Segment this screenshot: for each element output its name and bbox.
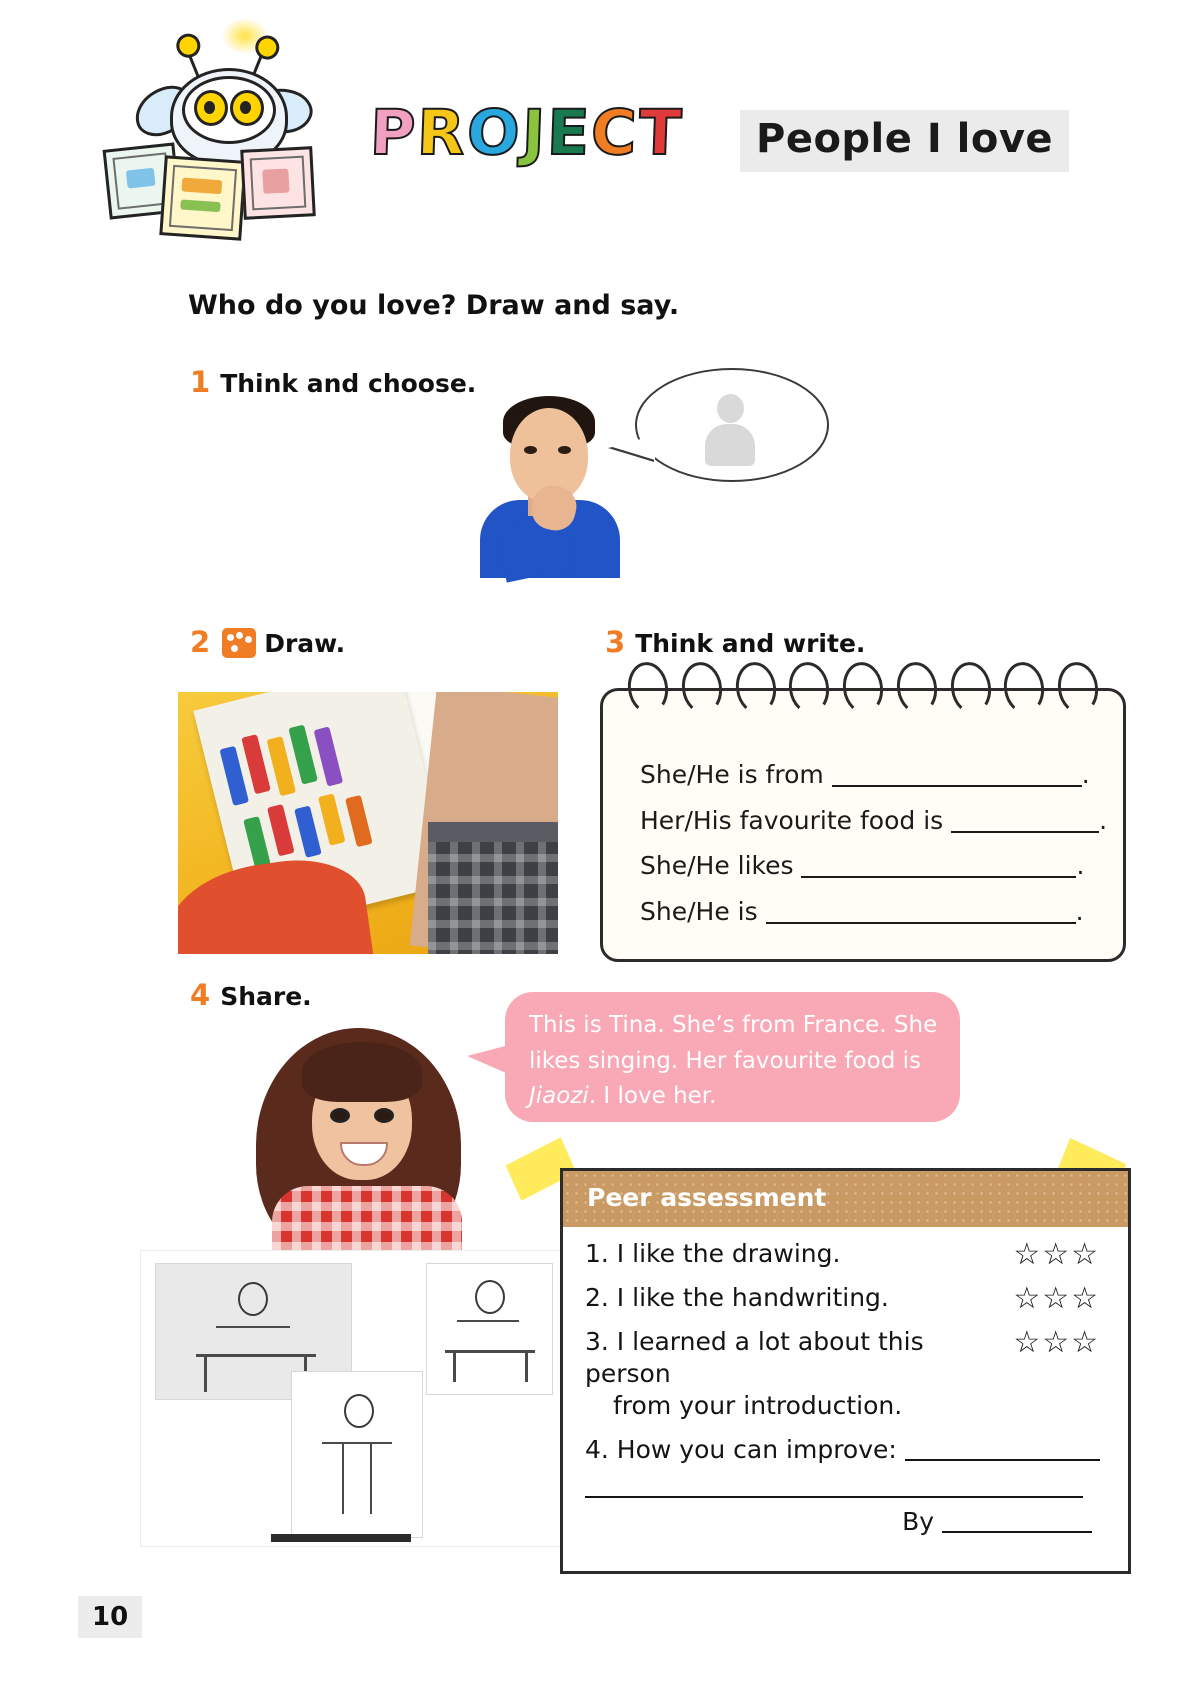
mascot-eye-left (194, 90, 228, 126)
boy-thinking-photo (470, 390, 630, 575)
thought-bubble (635, 368, 829, 482)
peer-improve-field-line2[interactable] (585, 1466, 1083, 1498)
mascot-eye-right (230, 90, 264, 126)
page-title (740, 110, 1069, 172)
child-drawing-photo (178, 692, 558, 954)
project-letter-4: E (545, 96, 593, 169)
peer-item-text: 2. I like the handwriting. (585, 1283, 889, 1312)
notepad-blank-field[interactable] (832, 763, 1082, 787)
lead-instruction: Who do you love? Draw and say. (188, 290, 680, 321)
notepad-line-suffix: . (1081, 760, 1090, 789)
alphabet-block-3 (240, 146, 316, 220)
star-rating[interactable]: ☆☆☆ (1013, 1325, 1100, 1360)
speech-bubble (505, 992, 960, 1122)
notepad-line-3[interactable] (640, 843, 1110, 889)
peer-by-field[interactable] (942, 1511, 1092, 1533)
person-silhouette-icon (703, 394, 757, 464)
step-4-heading (190, 978, 312, 1012)
notepad-line-4[interactable] (640, 889, 1110, 935)
project-letter-5: C (590, 96, 641, 169)
page-title-text: People I love (756, 116, 1054, 162)
step-1-number: 1 (190, 365, 211, 399)
notepad-blank-field[interactable] (766, 900, 1076, 924)
project-letter-0: P (368, 96, 419, 169)
notepad-line-prefix: She/He likes (640, 851, 802, 880)
peer-by-row[interactable] (585, 1506, 1100, 1538)
star-rating[interactable]: ☆☆☆ (1013, 1281, 1100, 1316)
notepad-line-suffix: . (1075, 896, 1084, 926)
peer-item-subtext: from your introduction. (613, 1391, 903, 1420)
star-rating[interactable]: ☆☆☆ (1013, 1237, 1100, 1272)
project-letter-6: T (637, 96, 685, 169)
project-letter-2: O (465, 96, 524, 169)
step-3-label: Think and write. (635, 629, 866, 658)
speech-italic-term: Jiaozi (529, 1083, 589, 1110)
notepad-blank-field[interactable] (951, 809, 1099, 833)
page-header (90, 10, 1100, 260)
peer-assessment-header (560, 1168, 1131, 1227)
peer-item-text: 3. I learned a lot about this person from your introduction. (585, 1326, 945, 1422)
peer-item-text: 1. I like the drawing. (585, 1239, 841, 1268)
peer-by-label: By (902, 1507, 942, 1536)
step-1-label: Think and choose. (220, 369, 477, 398)
peer-improve-label: 4. How you can improve: (585, 1435, 905, 1464)
step-3-number: 3 (605, 625, 626, 659)
peer-assessment-items[interactable] (585, 1238, 1100, 1538)
page-number: 10 (78, 1596, 142, 1638)
notepad-line-2[interactable] (640, 798, 1110, 844)
step-4-label: Share. (220, 982, 312, 1011)
notepad-line-prefix: Her/His favourite food is (640, 805, 952, 835)
peer-assessment-item[interactable] (585, 1282, 1100, 1314)
step-2-heading (190, 625, 345, 659)
bubble-tail (609, 436, 655, 460)
childrens-drawings-collage (140, 1250, 572, 1547)
project-wordmark (368, 96, 685, 169)
step-2-label: Draw. (264, 629, 346, 658)
bug-mascot-icon (100, 18, 340, 253)
alphabet-block-2 (159, 155, 246, 241)
speech-bubble-text: This is Tina. She’s from France. She likes singing. Her favourite food is Jiaozi. I love her. (529, 1012, 938, 1110)
peer-assessment-item[interactable] (585, 1238, 1100, 1270)
notepad-line-suffix: . (1099, 805, 1108, 835)
peer-improve-field[interactable] (905, 1439, 1100, 1461)
step-1-heading (190, 365, 476, 399)
step-2-number: 2 (190, 625, 211, 659)
notepad-line-1[interactable] (640, 752, 1110, 798)
notepad-blank-field[interactable] (801, 854, 1076, 878)
notepad-spiral-icon (628, 662, 1098, 712)
peer-improve-row[interactable] (585, 1434, 1100, 1466)
peer-assessment-heading: Peer assessment (587, 1183, 827, 1212)
notepad-line-suffix: . (1076, 851, 1085, 880)
project-letter-3: J (520, 96, 549, 169)
notepad-line-prefix: She/He is (640, 896, 766, 926)
step-4-number: 4 (190, 978, 211, 1012)
palette-icon (222, 628, 256, 658)
notepad-writing-lines[interactable] (640, 752, 1110, 934)
peer-assessment-item[interactable] (585, 1326, 1100, 1422)
step-3-heading (605, 625, 865, 659)
project-letter-1: R (416, 96, 469, 169)
notepad-line-prefix: She/He is from (640, 760, 832, 789)
